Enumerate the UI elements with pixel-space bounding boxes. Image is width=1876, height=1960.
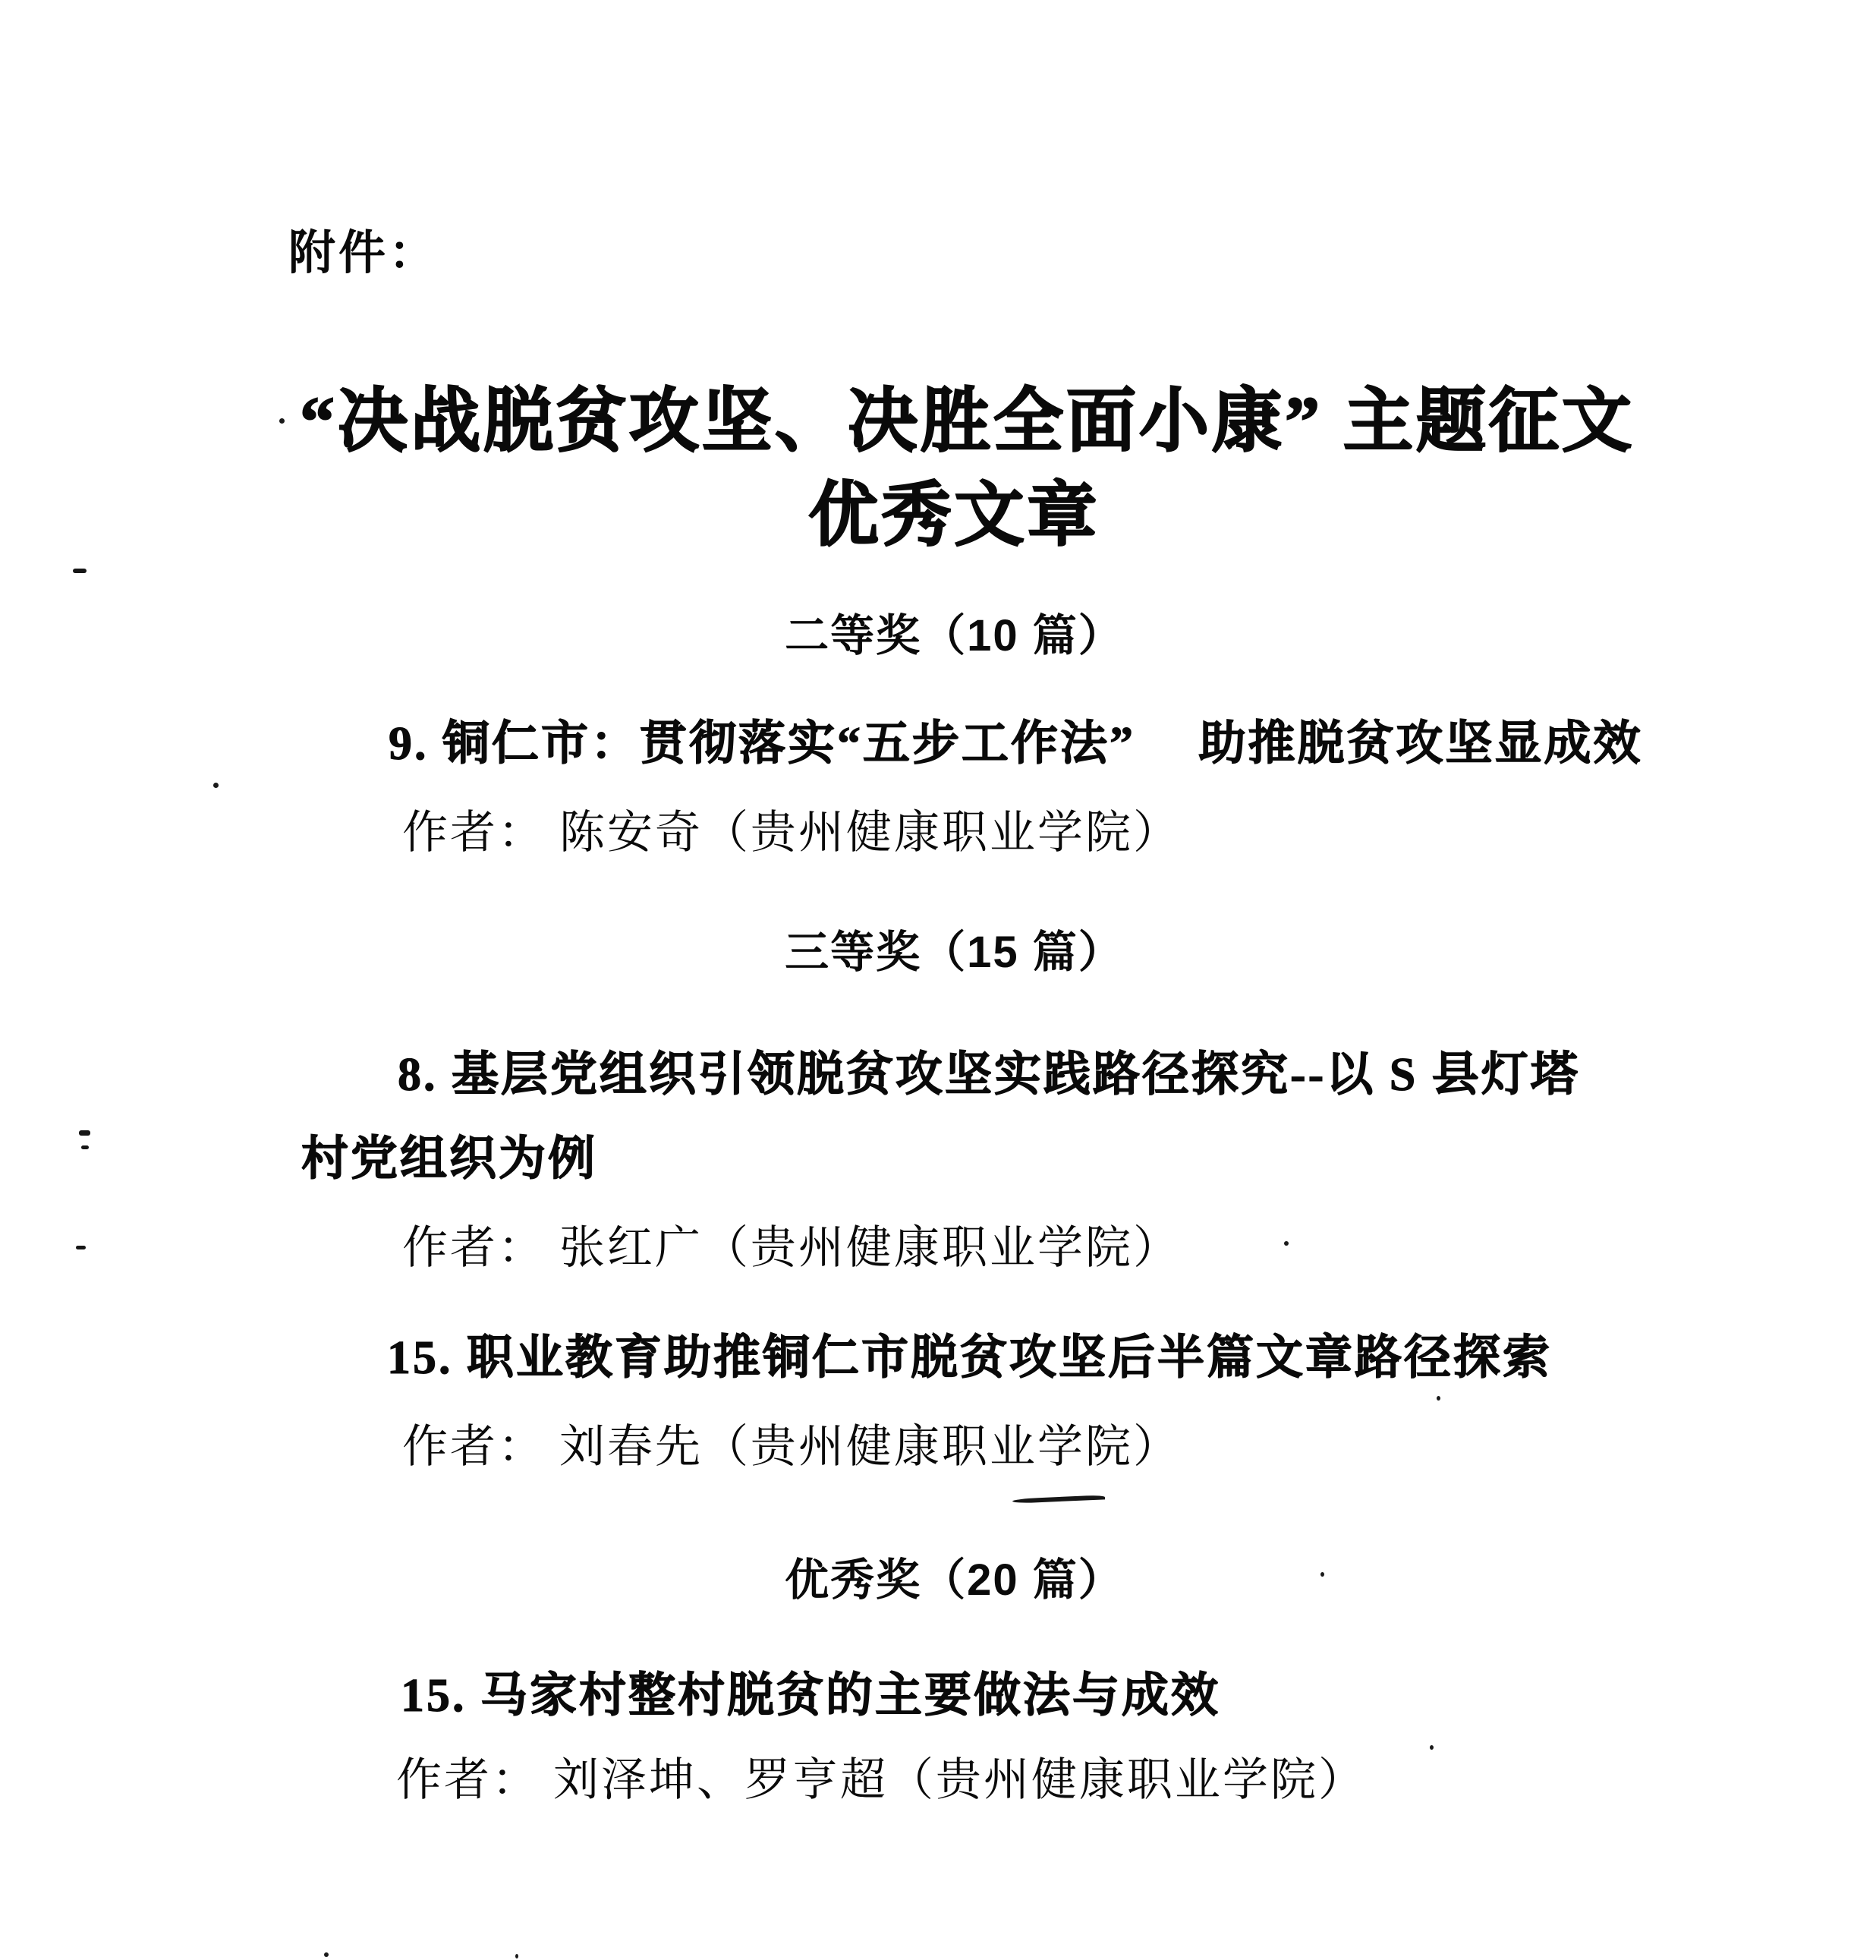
scan-speck (1320, 1572, 1324, 1577)
attachment-label: 附件： (288, 227, 439, 279)
scan-speck (279, 418, 285, 424)
article-title-line: 9. 铜仁市：贯彻落实“五步工作法” 助推脱贫攻坚显成效 (389, 718, 1643, 770)
scan-speck (76, 1246, 86, 1249)
scan-speck (73, 569, 87, 573)
section-heading-excellence-award: 优秀奖（20 篇） (785, 1555, 1124, 1605)
author-line: 作者： 陈安奇（贵州健康职业学院） (402, 808, 1181, 858)
scan-speck (81, 1145, 89, 1149)
scan-speck (515, 1954, 518, 1958)
scan-stroke (1012, 1495, 1105, 1503)
section-heading-third-prize: 三等奖（15 篇） (785, 928, 1124, 977)
scan-speck (1437, 1396, 1440, 1401)
scan-speck (324, 1952, 329, 1957)
author-line: 作者： 刘春先（贵州健康职业学院） (402, 1422, 1181, 1472)
article-title-line: 15. 马家村整村脱贫的主要做法与成效 (401, 1670, 1221, 1722)
article-title-line: 8. 基层党组织引领脱贫攻坚实践路径探究--以 S 县灯塔 (398, 1049, 1580, 1101)
author-line: 作者： 张红广（贵州健康职业学院） (402, 1223, 1181, 1273)
author-line: 作者： 刘泽坤、罗亨超（贵州健康职业学院） (396, 1755, 1366, 1805)
article-title-line: 15. 职业教育助推铜仁市脱贫攻坚后半篇文章路径探索 (387, 1332, 1553, 1384)
section-heading-second-prize: 二等奖（10 篇） (785, 611, 1124, 660)
document-title-line1: “决战脱贫攻坚、决胜全面小康” 主题征文 (300, 383, 1635, 460)
article-title-line-continuation: 村党组织为例 (301, 1133, 598, 1185)
scan-speck (213, 783, 219, 788)
scan-speck (79, 1130, 90, 1136)
scan-speck (1430, 1745, 1434, 1750)
document-title-line2: 优秀文章 (808, 477, 1100, 554)
scan-speck (1284, 1241, 1289, 1246)
